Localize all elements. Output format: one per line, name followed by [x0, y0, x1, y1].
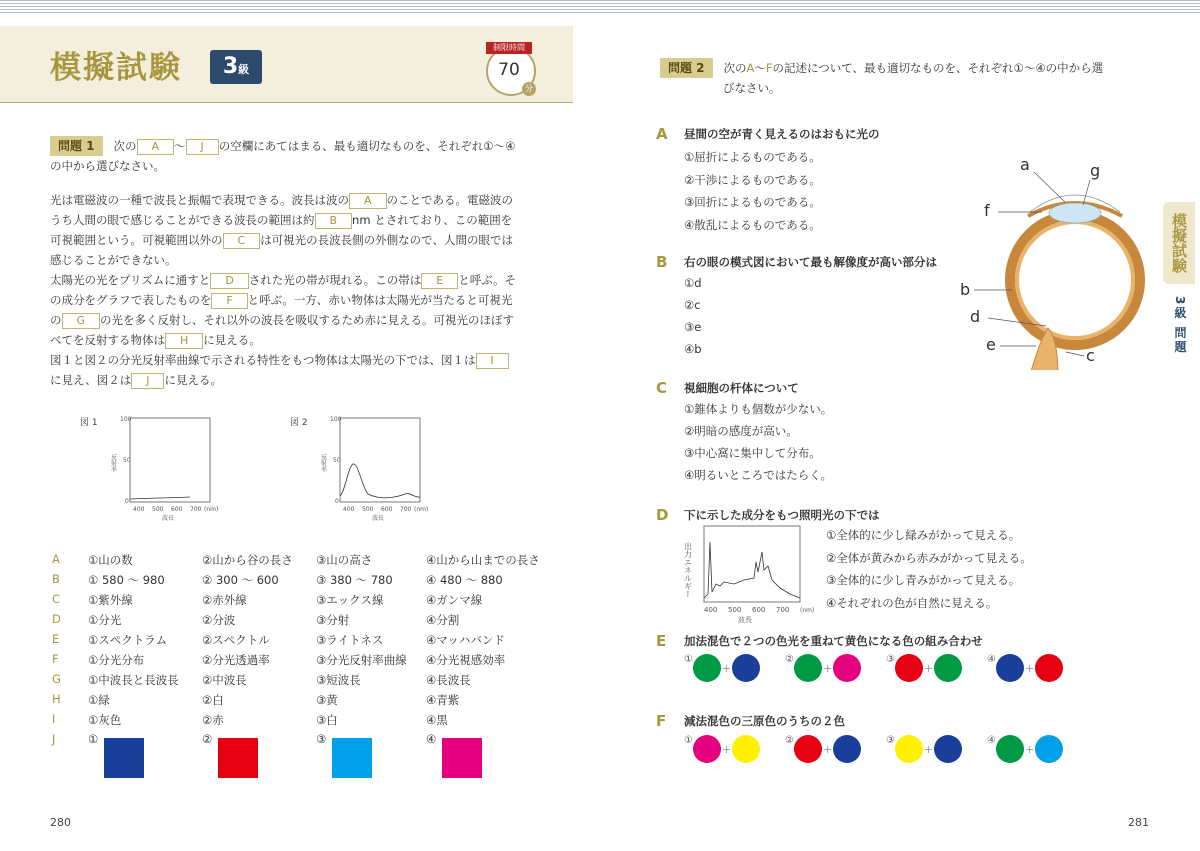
q1-option-choice[interactable]: ③白: [316, 713, 338, 727]
time-limit-value: 70: [498, 60, 520, 80]
color-dot: [1035, 735, 1063, 763]
q1-instruction: [50, 136, 560, 176]
passage-blank: F: [211, 293, 247, 309]
eye-label-d: d: [970, 307, 981, 326]
plus-sign: +: [822, 742, 833, 756]
fig1-xtick-400: 400: [133, 506, 145, 513]
q1-blank-j: J: [186, 139, 219, 155]
q2-a-title: 昼間の空が青く見えるのはおもに光の: [684, 127, 880, 141]
q2-d-title: 下に示した成分をもつ照明光の下では: [684, 508, 880, 522]
color-dot: [996, 735, 1024, 763]
passage-text: された光の帯が現れる。この帯は: [248, 273, 422, 287]
passage-text: べてを反射する物体は: [50, 333, 165, 347]
fig2-xunit: (nm): [414, 506, 429, 513]
d-chart-curve: [704, 542, 800, 598]
q2-instr-f: F: [765, 61, 773, 75]
color-dot: [996, 654, 1024, 682]
passage-line: [50, 230, 560, 250]
q2-d-chart-svg: [684, 522, 824, 626]
q1-option-choice[interactable]: ③短波長: [316, 673, 361, 687]
color-dot: [934, 654, 962, 682]
fig1-curve: [130, 497, 190, 499]
page-number-left: 280: [50, 816, 71, 829]
q2-d-choice[interactable]: ④それぞれの色が自然に見える。: [826, 595, 998, 610]
q2-letter-d: D: [656, 506, 669, 524]
fig1-xtick-700: 700: [190, 506, 202, 513]
q1-option-key: C: [52, 592, 61, 606]
passage-line: [50, 330, 560, 350]
q2-c-choice[interactable]: ①錐体よりも個数が少ない。: [684, 402, 833, 416]
q1-option-row: [52, 592, 572, 612]
q1-option-choice[interactable]: ①灰色: [88, 713, 122, 727]
passage-text: うち人間の眼で感じることができる波長の範囲は約: [50, 213, 315, 227]
q1-option-row: [52, 632, 572, 652]
q1-option-choice[interactable]: ②分波: [202, 613, 236, 627]
choice-number: ①: [684, 654, 693, 665]
passage-line: [50, 290, 560, 310]
q1-j-color-swatch: [442, 738, 482, 778]
q2-letter-a: A: [656, 125, 668, 143]
plus-sign: +: [721, 742, 732, 756]
q1-option-choice[interactable]: ② 300 ～ 600: [202, 573, 279, 587]
eye-outer-ring: [1010, 215, 1140, 345]
passage-text: 可視範囲という。可視範囲以外の: [50, 233, 223, 247]
q2-instr-2: ～: [754, 61, 766, 75]
d-chart-ylabel: 出力エネルギー: [684, 542, 693, 598]
q2-c-choice[interactable]: ③中心窩に集中して分布。: [684, 446, 821, 460]
q1-option-choice[interactable]: ① 580 ～ 980: [88, 573, 165, 587]
q1-option-choice[interactable]: ②中波長: [202, 673, 247, 687]
q1-option-key: F: [52, 652, 59, 666]
q1-option-choice[interactable]: ④黒: [426, 713, 448, 727]
q1-option-choice[interactable]: ③: [316, 732, 327, 746]
plus-sign: +: [1024, 742, 1035, 756]
q1-option-choice[interactable]: ①中波長と長波長: [88, 673, 179, 687]
passage-line: [50, 190, 560, 210]
q2-d-choice[interactable]: ②全体が黄みから赤みがかって見える。: [826, 550, 1032, 565]
q1-option-row: [52, 612, 572, 632]
eye-lens: [1049, 203, 1101, 223]
fig2-ylabel: 反射率: [319, 454, 327, 472]
plus-sign: +: [923, 661, 934, 675]
fig1-ytick-0: 0: [125, 498, 129, 505]
q1-option-choice[interactable]: ③ 380 ～ 780: [316, 573, 393, 587]
q2-d-choice[interactable]: ①全体的に少し緑みがかって見える。: [826, 528, 1021, 542]
q2-instr-1: 次の: [723, 61, 747, 75]
passage-text: に見え、図２は: [50, 373, 132, 387]
q2-letter-f: F: [656, 712, 667, 730]
q1-option-key: A: [52, 552, 60, 566]
q2-d-choice[interactable]: ③全体的に少し青みがかって見える。: [826, 573, 1021, 587]
passage-text: と呼ぶ。一方、赤い物体は太陽光が当たると可視光: [247, 293, 513, 307]
q1-option-choice[interactable]: ②白: [202, 693, 224, 707]
q2-instruction: [660, 58, 1150, 98]
q1-option-key: I: [52, 712, 56, 726]
passage-text: に見える。: [203, 333, 261, 347]
d-chart-xlabel: 波長: [738, 616, 752, 624]
q2-b-choice[interactable]: ④b: [684, 342, 702, 356]
fig2-label: 図 2: [290, 418, 308, 428]
figure-1: [80, 412, 260, 522]
passage-text: 光は電磁波の一種で波長と振幅で表現できる。波長は波の: [50, 193, 349, 207]
q1-option-choice[interactable]: ④分割: [426, 613, 460, 627]
q1-option-choice[interactable]: ②: [202, 732, 213, 746]
fig1-ytick-100: 100: [120, 416, 132, 423]
q2-e-title: 加法混色で２つの色光を重ねて黄色になる色の組み合わせ: [684, 634, 983, 648]
plus-sign: +: [923, 742, 934, 756]
q2-a-choice[interactable]: ①屈折によるものである。: [684, 150, 821, 164]
q2-b-choice[interactable]: ②c: [684, 298, 701, 312]
q1-option-key: G: [52, 672, 61, 686]
q2-f-pair[interactable]: [684, 735, 760, 763]
q2-e-pair[interactable]: [987, 654, 1063, 682]
q1-option-row: [52, 552, 572, 572]
choice-number: ④: [987, 735, 996, 746]
q2-f-title: 減法混色の三原色のうちの２色: [684, 714, 845, 728]
level-unit: 級: [238, 63, 250, 76]
q2-f-pairs: [684, 735, 1154, 769]
passage-blank: E: [421, 273, 458, 289]
passage-line: [50, 210, 560, 230]
fig2-ytick-100: 100: [330, 416, 342, 423]
color-dot: [794, 654, 822, 682]
q2-c-choice[interactable]: ②明暗の感度が高い。: [684, 424, 798, 438]
color-dot: [833, 654, 861, 682]
passage-blank: G: [62, 313, 101, 329]
fig1-ytick-50: 50: [123, 457, 131, 464]
page-number-right: 281: [1128, 816, 1149, 829]
q1-option-choice[interactable]: ④長波長: [426, 673, 471, 687]
q1-option-row: [52, 572, 572, 592]
q1-j-color-swatch: [104, 738, 144, 778]
q1-option-choice[interactable]: ③分射: [316, 613, 350, 627]
q1-option-choice[interactable]: ④ 480 ～ 880: [426, 573, 503, 587]
q1-option-choice[interactable]: ④ガンマ線: [426, 593, 483, 607]
passage-line: [50, 310, 560, 330]
q1-option-choice[interactable]: ②赤外線: [202, 593, 247, 607]
q2-c-choice[interactable]: ④明るいところではたらく。: [684, 468, 832, 482]
q2-letter-e: E: [656, 632, 667, 650]
d-chart-xtick-700: 700: [776, 606, 790, 614]
q2-a-choice[interactable]: ④散乱によるものである。: [684, 217, 821, 232]
q2-letter-c: C: [656, 379, 668, 397]
q1-option-choice[interactable]: ①分光分布: [88, 653, 145, 667]
color-dot: [794, 735, 822, 763]
passage-text: に見える。: [164, 373, 222, 387]
q1-option-key: E: [52, 632, 60, 646]
passage-text: は可視光の長波長側の外側なので、人間の眼では: [260, 233, 513, 247]
top-stripes: [0, 0, 1200, 14]
q2-f-pair[interactable]: [785, 735, 861, 763]
color-dot: [934, 735, 962, 763]
q1-passage: [50, 190, 560, 390]
eye-diagram-svg: [950, 150, 1150, 375]
q2-c-choices: [684, 398, 832, 486]
fig1-xtick-500: 500: [152, 506, 164, 513]
passage-line: [50, 350, 560, 370]
q1-option-choice[interactable]: ①緑: [88, 693, 110, 707]
q2-a-choices: [684, 146, 821, 236]
q1-option-key: B: [52, 572, 60, 586]
eye-label-g: g: [1090, 161, 1101, 180]
q1-option-choice[interactable]: ③黄: [316, 693, 338, 707]
q2-b-title: 右の眼の模式図において最も解像度が高い部分は: [684, 255, 937, 269]
color-dot: [895, 654, 923, 682]
fig1-xtick-600: 600: [171, 506, 183, 513]
eye-label-a: a: [1020, 155, 1030, 174]
passage-text: 感じることができない。: [50, 253, 177, 267]
q1-j-color-swatch: [218, 738, 258, 778]
figure-2: [290, 412, 470, 522]
q1-options: [52, 552, 572, 792]
q1-option-choice[interactable]: ③山の高さ: [316, 553, 373, 567]
q2-e-pair[interactable]: [785, 654, 861, 682]
eye-label-e: e: [986, 335, 996, 354]
q2-d-choices: [826, 524, 1032, 614]
q1-option-choice[interactable]: ①紫外線: [88, 593, 133, 607]
plus-sign: +: [822, 661, 833, 675]
q1-option-choice[interactable]: ④山から山までの長さ: [426, 553, 540, 567]
q2-e-pair[interactable]: [886, 654, 962, 682]
fig1-xunit: (nm): [204, 506, 219, 513]
q1-option-choice[interactable]: ④マッハバンド: [426, 633, 505, 647]
passage-line: [50, 370, 560, 390]
fig2-ytick-50: 50: [333, 457, 341, 464]
eye-line-c: [1066, 352, 1084, 356]
fig2-curve: [340, 464, 420, 498]
fig1-ylabel: 反射率: [109, 454, 117, 472]
q1-option-choice[interactable]: ②山から谷の長さ: [202, 553, 293, 567]
passage-blank: A: [349, 193, 387, 209]
choice-number: ②: [785, 654, 794, 665]
choice-number: ③: [886, 735, 895, 746]
q1-option-choice[interactable]: ①分光: [88, 613, 122, 627]
color-dot: [895, 735, 923, 763]
passage-blank: J: [131, 373, 164, 389]
q2-d-chart: [684, 522, 824, 626]
q2-c-title: 視細胞の杆体について: [684, 381, 799, 395]
fig2-xtick-700: 700: [400, 506, 412, 513]
fig1-xlabel: 波長: [162, 515, 175, 522]
d-chart-xtick-400: 400: [704, 606, 718, 614]
q1-option-choice[interactable]: ③エックス線: [316, 593, 384, 607]
side-subtab: 3級 問題: [1173, 296, 1187, 355]
q2-e-pairs: [684, 654, 1154, 688]
figure-1-svg: [80, 412, 260, 522]
color-dot: [1035, 654, 1063, 682]
q2-a-choice[interactable]: ②干渉によるものである。: [684, 172, 821, 187]
q2-letter-b: B: [656, 253, 668, 271]
fig2-xtick-400: 400: [343, 506, 355, 513]
fig1-label: 図 1: [80, 418, 98, 428]
d-chart-frame: [704, 526, 800, 602]
time-limit-label: 制限時間: [486, 42, 532, 54]
color-dot: [732, 735, 760, 763]
q1-option-key: D: [52, 612, 61, 626]
q1-option-choice[interactable]: ①山の数: [88, 553, 133, 567]
fig2-xlabel: 波長: [372, 515, 385, 522]
q1-j-color-swatch: [332, 738, 372, 778]
q2-a-choice[interactable]: ③回折によるものである。: [684, 195, 821, 209]
eye-diagram: [950, 150, 1150, 375]
d-chart-xtick-600: 600: [752, 606, 766, 614]
q2-b-choices: [684, 272, 702, 360]
q2-b-choice[interactable]: ③e: [684, 320, 702, 334]
q1-option-key: H: [52, 692, 61, 706]
passage-text: 図１と図２の分光反射率曲線で示される特性をもつ物体は太陽光の下では、図１は: [50, 353, 476, 367]
q2-f-pair[interactable]: [987, 735, 1063, 763]
fig2-xtick-500: 500: [362, 506, 374, 513]
q2-instr-a: A: [746, 61, 755, 75]
q1-option-choice[interactable]: ④青紫: [426, 693, 460, 707]
choice-number: ④: [987, 654, 996, 665]
passage-line: [50, 270, 560, 290]
q1-option-choice[interactable]: ①: [88, 732, 99, 746]
passage-text: のことである。電磁波の: [386, 193, 514, 207]
q1-option-row: [52, 672, 572, 692]
color-dot: [693, 735, 721, 763]
q1-blank-a: A: [137, 139, 175, 155]
color-dot: [833, 735, 861, 763]
q1-instr-4: の中から選びなさい。: [50, 159, 165, 173]
time-limit-unit: 分: [522, 82, 536, 96]
fig2-ytick-0: 0: [335, 498, 339, 505]
q1-option-choice[interactable]: ②分光透過率: [202, 653, 270, 667]
q1-option-choice[interactable]: ①スペクトラム: [88, 633, 168, 647]
d-chart-xtick-500: 500: [728, 606, 742, 614]
passage-text: 太陽光の光をプリズムに通すと: [50, 273, 211, 287]
q1-instr-1: 次の: [113, 139, 137, 153]
passage-blank: B: [315, 213, 353, 229]
level-number: 3: [222, 54, 239, 79]
eye-label-c: c: [1086, 346, 1095, 365]
choice-number: ①: [684, 735, 693, 746]
level-badge: [210, 50, 262, 84]
passage-blank: H: [165, 333, 203, 349]
eye-label-b: b: [960, 280, 971, 299]
q1-option-row: [52, 712, 572, 732]
q2-instr-3: の記述について、最も適切なものを、それぞれ①～④の中から選: [772, 61, 1104, 75]
figure-2-svg: [290, 412, 470, 522]
plus-sign: +: [721, 661, 732, 675]
q2-instr-4: びなさい。: [723, 81, 781, 95]
plus-sign: +: [1024, 661, 1035, 675]
q1-option-choice[interactable]: ③分光反射率曲線: [316, 653, 407, 667]
q1-instr-3: の空欄にあてはまる、最も適切なものを、それぞれ①～④: [218, 139, 516, 153]
q1-option-choice[interactable]: ④分光視感効率: [426, 653, 506, 667]
passage-text: の: [50, 313, 62, 327]
fig2-frame: [340, 418, 420, 502]
passage-blank: C: [223, 233, 261, 249]
q1-option-choice[interactable]: ④: [426, 732, 437, 746]
q1-option-choice[interactable]: ②スペクトル: [202, 633, 270, 647]
q1-option-key: J: [52, 732, 56, 746]
q1-option-row: [52, 692, 572, 712]
side-tab: 模擬試験: [1163, 202, 1195, 284]
q1-option-row: [52, 652, 572, 672]
passage-blank: D: [210, 273, 248, 289]
passage-line: [50, 250, 560, 270]
color-dot: [732, 654, 760, 682]
page-title: 模擬試験: [50, 50, 182, 86]
q2-e-pair[interactable]: [684, 654, 760, 682]
q1-option-choice[interactable]: ②赤: [202, 713, 224, 727]
passage-text: の成分をグラフで表したものを: [50, 293, 212, 307]
passage-text: nm とされており、この範囲を: [352, 213, 513, 227]
q1-tag: 問題 1: [50, 136, 103, 156]
q2-tag: 問題 2: [660, 58, 713, 78]
passage-text: の光を多く反射し、それ以外の波長を吸収するため赤に見える。可視光のほぼす: [100, 313, 515, 327]
choice-number: ②: [785, 735, 794, 746]
eye-label-f: f: [984, 201, 990, 220]
d-chart-xunit: (nm): [800, 607, 815, 614]
passage-blank: I: [476, 353, 509, 369]
q2-b-choice[interactable]: ①d: [684, 276, 702, 290]
passage-text: と呼ぶ。そ: [458, 273, 516, 287]
color-dot: [693, 654, 721, 682]
choice-number: ③: [886, 654, 895, 665]
fig2-xtick-600: 600: [381, 506, 393, 513]
q1-instr-2: ～: [174, 139, 186, 153]
q1-option-choice[interactable]: ③ライトネス: [316, 633, 384, 647]
fig1-frame: [130, 418, 210, 502]
q2-f-pair[interactable]: [886, 735, 962, 763]
